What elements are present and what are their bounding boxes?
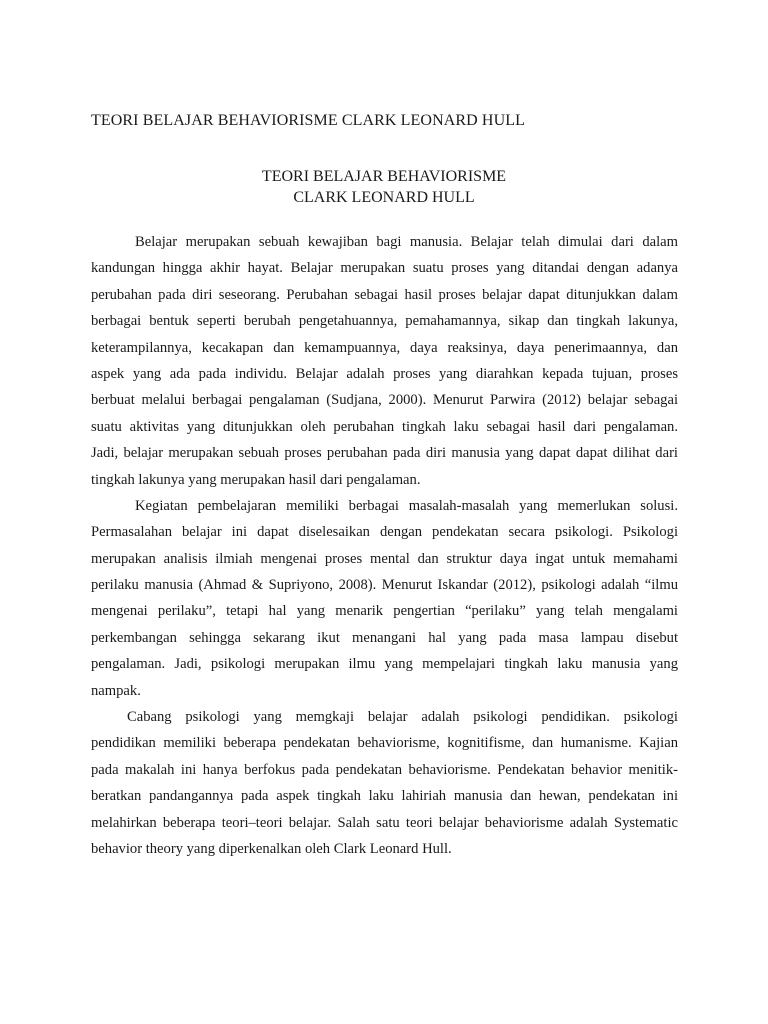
paragraph-line: aspek yang ada pada individu. Belajar adalah proses yang diarahkan kepada tujuan, proses [91,365,678,382]
paragraph-line: pendidikan memiliki beberapa pendekatan behaviorisme, kognitifisme, dan humanisme. Kajian [91,735,678,752]
paragraph-line: melahirkan beberapa teori–teori belajar. Salah satu teori belajar behaviorisme adalah Systematic [91,814,678,831]
body-text [91,229,678,862]
paragraph-line: Belajar merupakan sebuah kewajiban bagi manusia. Belajar telah dimulai dari dalam [135,234,678,250]
paragraph-line: Kegiatan pembelajaran memiliki berbagai masalah-masalah yang memerlukan solusi. [135,497,678,514]
paragraph-line: perkembangan sehingga sekarang ikut menangani hal yang pada masa lampau disebut [91,629,678,646]
paragraph-line: mengenai perilaku”, tetapi hal yang menarik pengertian “perilaku” yang telah mengalami [91,603,678,620]
paragraph-line: merupakan analisis ilmiah mengenai proses mental dan struktur daya ingat untuk memahami [91,550,678,567]
paragraph-line: pengalaman. Jadi, psikologi merupakan ilmu yang mempelajari tingkah laku manusia yang [91,656,678,673]
paragraph-1 [91,229,678,493]
paragraph-line: kandungan hingga akhir hayat. Belajar merupakan suatu proses yang ditandai dengan adanya [91,260,678,277]
title-line-1: TEORI BELAJAR BEHAVIORISME [261,168,507,185]
paragraph-line: Permasalahan belajar ini dapat diselesaikan dengan pendekatan secara psikologi. Psikologi [91,524,678,541]
title-line-2: CLARK LEONARD HULL [293,189,475,206]
paragraph-line: behavior theory yang diperkenalkan oleh Clark Leonard Hull. [91,840,452,857]
paragraph-line: nampak. [91,682,141,699]
paragraph-line: Jadi, belajar merupakan sebuah proses perubahan pada diri manusia yang dapat dapat dilihat dari [91,445,678,462]
paragraph-line: suatu aktivitas yang ditunjukkan oleh perubahan tingkah laku sebagai hasil dari pengalaman. [91,418,678,435]
paragraph-line: berbagai bentuk seperti berubah pengetahuannya, pemahamannya, sikap dan tingkah lakunya, [91,313,678,330]
paragraph-line: Cabang psikologi yang memgkaji belajar adalah psikologi pendidikan. psikologi [127,709,678,726]
paragraph-line: perubahan pada diri seseorang. Perubahan sebagai hasil proses belajar dapat ditunjukkan dalam [91,286,678,303]
paragraph-line: berbuat melalui berbagai pengalaman (Sudjana, 2000). Menurut Parwira (2012) belajar sebagai [91,392,678,409]
centered-title [0,166,768,208]
paragraph-line: pada makalah ini hanya berfokus pada pendekatan behaviorisme. Pendekatan behavior menitik- [91,761,678,778]
document-heading: TEORI BELAJAR BEHAVIORISME CLARK LEONARD HULL [91,112,525,129]
paragraph-3 [91,704,678,862]
paragraph-2 [91,493,678,704]
paragraph-line: perilaku manusia (Ahmad & Supriyono, 2008). Menurut Iskandar (2012), psikologi adalah “ilmu [91,577,678,594]
paragraph-line: beratkan pandangannya pada aspek tingkah laku lahiriah manusia dan hewan, pendekatan ini [91,788,678,805]
paragraph-line: keterampilannya, kecakapan dan kemampuannya, daya reaksinya, daya penerimaannya, dan [91,339,678,356]
paragraph-line: tingkah lakunya yang merupakan hasil dari pengalaman. [91,471,421,488]
